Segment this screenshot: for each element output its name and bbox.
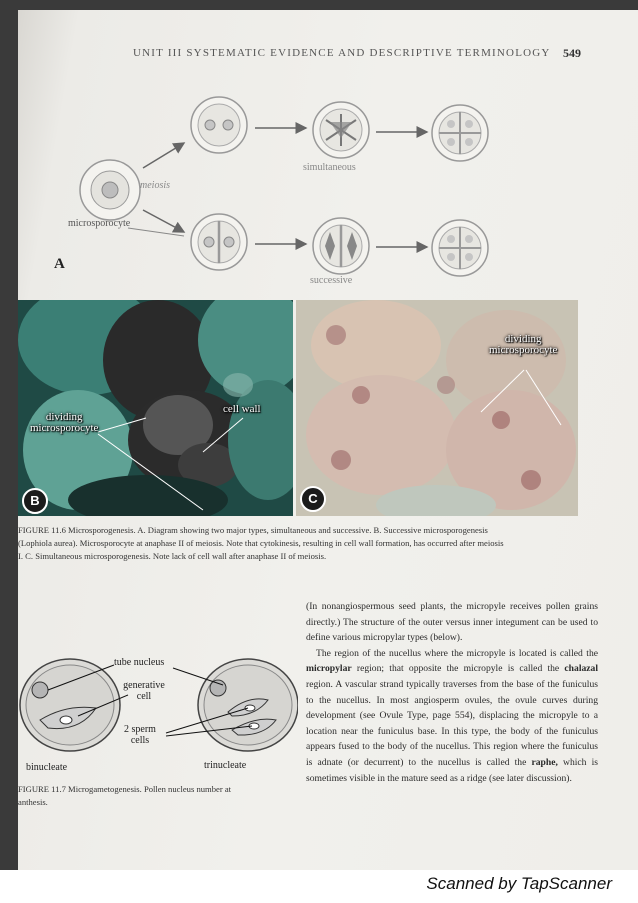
panel-b-letter: B: [22, 488, 48, 514]
tetrad-cell-bottom: [432, 220, 488, 276]
page-number: 549: [563, 46, 581, 60]
figure-11-6-caption: FIGURE 11.6 Microsporogenesis. A. Diagram showing two major types, simultaneous and successive. B. Successive microsporogenesis (Lophiola aurea). Microsporocyte at anaphase II of meiosis. Note that cytokinesis, resulting in cell wall formation, has occurred after meiosis I. C. Simultaneous microsporogenesis. Note lack of cell wall after anaphase II of meiosis.: [18, 525, 504, 561]
body-text: [306, 599, 598, 786]
generative-cell-label: generative cell: [123, 680, 165, 702]
scanner-credit: Scanned by TapScanner: [426, 874, 612, 893]
microsporocyte-label: microsporocyte: [68, 218, 131, 229]
microsporocyte-leader: [128, 228, 184, 236]
micrograph-b: [18, 300, 293, 516]
paragraph-2: The region of the nucellus where the micropyle is located is called the micropylar region; that opposite the micropyle is called the chalazal region. A vascular strand typically traverses from the base of the funiculus to the nucellus. In most angiosperm ovules, the ovule curves during development (see Ovule Type, page 554), displacing the micropyle to a location near the funiculus base. In this type, the body of the funiculus appears fused to the body of the nucellus. This region where the funiculus is adnate (or decurrent) to the nucellus is called the raphe, which is sometimes visible in the mature seed as a ridge (see later discussion).: [306, 647, 598, 784]
trinucleate-label: trinucleate: [204, 760, 247, 771]
arrow-to-successive: [143, 210, 184, 232]
term-raphe: raphe,: [531, 756, 558, 768]
term-chalazal: chalazal: [564, 663, 598, 675]
figure-11-7-caption: FIGURE 11.7 Microgametogenesis. Pollen nucleus number at anthesis.: [18, 784, 232, 807]
tube-nucleus-label: tube nucleus: [114, 657, 165, 668]
simultaneous-spindle-cell: [313, 102, 369, 158]
c-dividing-label: dividing microsporocyte: [489, 333, 558, 356]
figure-11-6-a-diagram: [18, 10, 638, 300]
scanned-page: [18, 10, 638, 870]
micrograph-c: [296, 300, 578, 516]
binucleate-label: binucleate: [26, 762, 68, 773]
tetrad-cell-top: [432, 105, 488, 161]
sperm-cells-label: 2 sperm cells: [124, 724, 156, 746]
dyad-cell: [191, 214, 247, 270]
binucleate-cell: [191, 97, 247, 153]
b-cell-wall-label: cell wall: [223, 403, 261, 415]
term-micropylar: micropylar: [306, 663, 352, 675]
panel-a-letter: A: [54, 256, 65, 272]
panel-c-letter: C: [300, 486, 326, 512]
microsporocyte-cell: [80, 160, 140, 220]
successive-spindle-cell: [313, 218, 369, 274]
paragraph-1: (In nonangiospermous seed plants, the micropyle receives pollen grains directly.) The structure of the outer versus inner integument can be used to define various micropylar types (below).: [306, 601, 598, 644]
trinucleate-pollen: [198, 659, 298, 751]
arrow-to-simultaneous: [143, 143, 184, 168]
b-dividing-label: dividing microsporocyte: [30, 411, 99, 434]
running-head: UNIT III SYSTEMATIC EVIDENCE AND DESCRIPTIVE TERMINOLOGY: [133, 47, 551, 59]
successive-label: successive: [310, 275, 353, 286]
simultaneous-label: simultaneous: [303, 162, 356, 173]
meiosis-label: meiosis: [140, 180, 170, 191]
